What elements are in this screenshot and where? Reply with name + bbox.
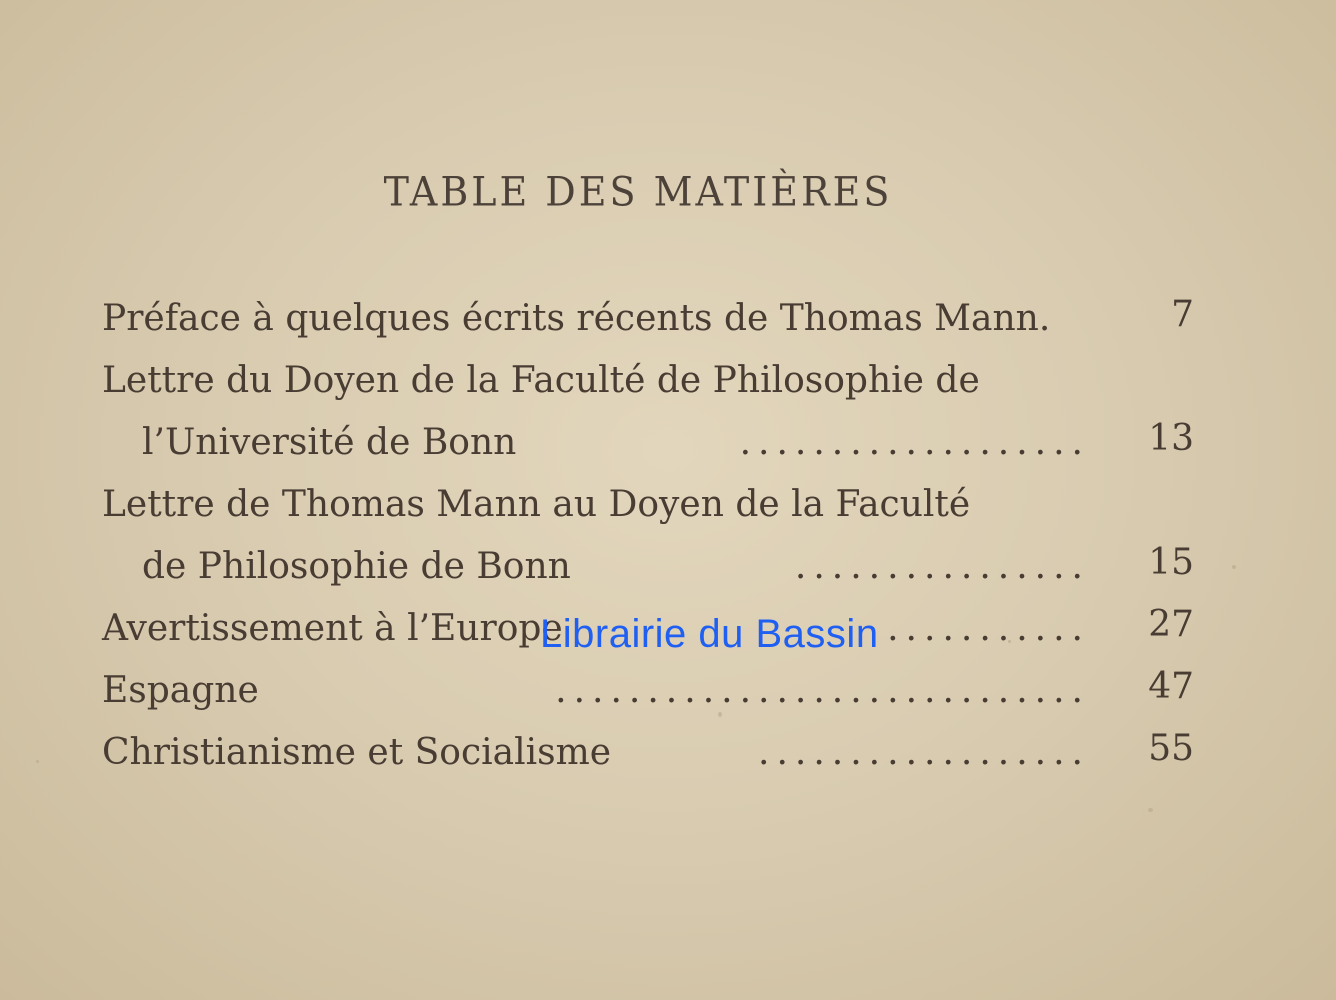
toc-entry-page: 13	[1148, 418, 1194, 459]
toc-entry-title: Préface à quelques écrits récents de Thomas Mann.	[102, 298, 1051, 339]
toc-entry-continuation	[102, 412, 1202, 474]
toc-entry-title: Espagne	[102, 670, 259, 711]
toc-entry-title: Avertissement à l’Europe	[102, 608, 563, 649]
paper-speck	[1148, 808, 1153, 812]
toc-entry-title: de Philosophie de Bonn	[142, 546, 571, 587]
toc-entry-continuation	[102, 536, 1202, 598]
dot-leader: ................	[794, 546, 1090, 587]
toc-entry-title: Lettre du Doyen de la Faculté de Philosophie de	[102, 360, 980, 401]
dot-leader: .............................	[555, 670, 1090, 711]
toc-entry	[102, 350, 1202, 412]
toc-entry-page: 15	[1148, 542, 1194, 583]
dot-leader: ...................	[739, 422, 1090, 463]
dot-leader: ..................	[758, 732, 1090, 773]
table-of-contents	[102, 288, 1202, 784]
toc-entry-page: 27	[1148, 604, 1194, 645]
page-title: TABLE DES MATIÈRES	[383, 168, 893, 216]
dot-leader: ...........	[887, 608, 1090, 649]
toc-entry	[102, 722, 1202, 784]
paper-speck	[1232, 565, 1236, 569]
toc-entry	[102, 288, 1202, 350]
toc-entry-title: Lettre de Thomas Mann au Doyen de la Faculté	[102, 484, 971, 525]
watermark-text: Librairie du Bassin	[540, 612, 879, 656]
paper-speck	[36, 760, 39, 763]
toc-entry-page: 47	[1148, 666, 1194, 707]
toc-entry-title: Christianisme et Socialisme	[102, 732, 612, 773]
toc-entry	[102, 474, 1202, 536]
toc-entry	[102, 660, 1202, 722]
toc-entry-page: 7	[1171, 294, 1194, 335]
toc-entry-title: l’Université de Bonn	[142, 422, 517, 463]
toc-entry-page: 55	[1148, 728, 1194, 769]
